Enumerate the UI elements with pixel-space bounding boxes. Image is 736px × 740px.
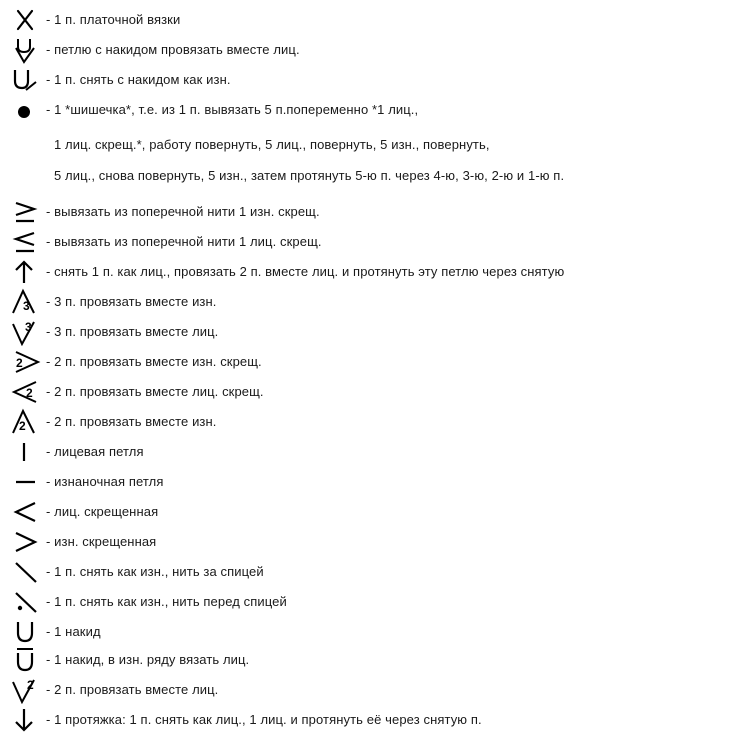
horizontal-dash-icon bbox=[8, 468, 44, 496]
yarn-over-knit-together-icon bbox=[8, 36, 44, 64]
symbol-digit: 2 bbox=[26, 386, 33, 400]
legend-row bbox=[0, 468, 736, 496]
legend-text: - 1 п. платочной вязки bbox=[46, 12, 181, 27]
increase-knit-twisted-icon bbox=[8, 228, 44, 256]
bobble-dot-icon bbox=[8, 96, 44, 124]
backslash-icon bbox=[8, 558, 44, 586]
legend-text: - изнаночная петля bbox=[46, 474, 164, 489]
legend-row bbox=[0, 558, 736, 586]
greater-than-icon bbox=[8, 528, 44, 556]
legend-text-continuation: 1 лиц. скрещ.*, работу повернуть, 5 лиц., повернуть, 5 изн., повернуть, bbox=[54, 137, 490, 152]
three-purl-together-icon bbox=[8, 288, 44, 316]
two-purl-together-icon bbox=[8, 408, 44, 436]
legend-text: - 1 п. снять с накидом как изн. bbox=[46, 72, 231, 87]
legend-row bbox=[0, 618, 736, 646]
legend-row bbox=[0, 318, 736, 346]
two-knit-together-twisted-icon bbox=[8, 378, 44, 406]
legend-text: - 1 п. снять как изн., нить за спицей bbox=[46, 564, 264, 579]
legend-row bbox=[0, 96, 736, 124]
vertical-bar-icon bbox=[8, 438, 44, 466]
cross-stitch-icon bbox=[8, 6, 44, 34]
legend-row bbox=[0, 706, 736, 734]
legend-row bbox=[0, 438, 736, 466]
symbol-digit: 2 bbox=[27, 678, 34, 692]
yarn-over-icon bbox=[8, 618, 44, 646]
legend-row bbox=[0, 408, 736, 436]
legend-text: - лицевая петля bbox=[46, 444, 144, 459]
legend-text: - 2 п. провязать вместе изн. bbox=[46, 414, 217, 429]
legend-row bbox=[0, 646, 736, 674]
legend-text: - вывязать из поперечной нити 1 лиц. скрещ. bbox=[46, 234, 322, 249]
legend-row bbox=[0, 676, 736, 704]
legend-text: - 1 накид bbox=[46, 624, 101, 639]
increase-purl-twisted-icon bbox=[8, 198, 44, 226]
legend-row bbox=[0, 348, 736, 376]
legend-row bbox=[0, 288, 736, 316]
legend-text: - снять 1 п. как лиц., провязать 2 п. вместе лиц. и протянуть эту петлю через снятую bbox=[46, 264, 565, 279]
backslash-dot-icon bbox=[8, 588, 44, 616]
legend-text: - 2 п. провязать вместе изн. скрещ. bbox=[46, 354, 262, 369]
legend-row bbox=[0, 36, 736, 64]
legend-row bbox=[0, 258, 736, 286]
legend-row bbox=[0, 198, 736, 226]
arrow-up-icon bbox=[8, 258, 44, 286]
legend-text: - петлю с накидом провязать вместе лиц. bbox=[46, 42, 300, 57]
legend-text: - лиц. скрещенная bbox=[46, 504, 159, 519]
symbol-digit: 3 bbox=[23, 299, 30, 313]
three-knit-together-icon bbox=[8, 318, 44, 346]
two-knit-together-icon bbox=[8, 676, 44, 704]
slip-with-yarn-over-icon bbox=[8, 66, 44, 94]
legend-text: - 2 п. провязать вместе лиц. скрещ. bbox=[46, 384, 264, 399]
legend-row bbox=[0, 228, 736, 256]
legend-text: - 1 п. снять как изн., нить перед спицей bbox=[46, 594, 287, 609]
legend-text: - изн. скрещенная bbox=[46, 534, 157, 549]
legend-text-continuation: 5 лиц., снова повернуть, 5 изн., затем протянуть 5-ю п. через 4-ю, 3-ю, 2-ю и 1-ю п. bbox=[54, 168, 565, 183]
less-than-icon bbox=[8, 498, 44, 526]
legend-text: - 1 *шишечка*, т.е. из 1 п. вывязать 5 п.попеременно *1 лиц., bbox=[46, 102, 419, 117]
legend-text: - 1 протяжка: 1 п. снять как лиц., 1 лиц. и протянуть её через снятую п. bbox=[46, 712, 482, 727]
legend-text: - 1 накид, в изн. ряду вязать лиц. bbox=[46, 652, 250, 667]
legend-row bbox=[0, 378, 736, 406]
yarn-over-bar-icon bbox=[8, 646, 44, 674]
legend-text: - 2 п. провязать вместе лиц. bbox=[46, 682, 219, 697]
legend-text: - 3 п. провязать вместе лиц. bbox=[46, 324, 219, 339]
two-purl-together-twisted-icon bbox=[8, 348, 44, 376]
legend-text: - 3 п. провязать вместе изн. bbox=[46, 294, 217, 309]
symbol-digit: 2 bbox=[19, 419, 26, 433]
legend-row bbox=[0, 66, 736, 94]
legend-row bbox=[0, 588, 736, 616]
arrow-down-icon bbox=[8, 706, 44, 734]
legend-row bbox=[0, 6, 736, 34]
symbol-digit: 3 bbox=[25, 320, 32, 334]
legend-row bbox=[0, 528, 736, 556]
symbol-digit: 2 bbox=[16, 356, 23, 370]
legend-text: - вывязать из поперечной нити 1 изн. скрещ. bbox=[46, 204, 320, 219]
legend-row bbox=[0, 498, 736, 526]
